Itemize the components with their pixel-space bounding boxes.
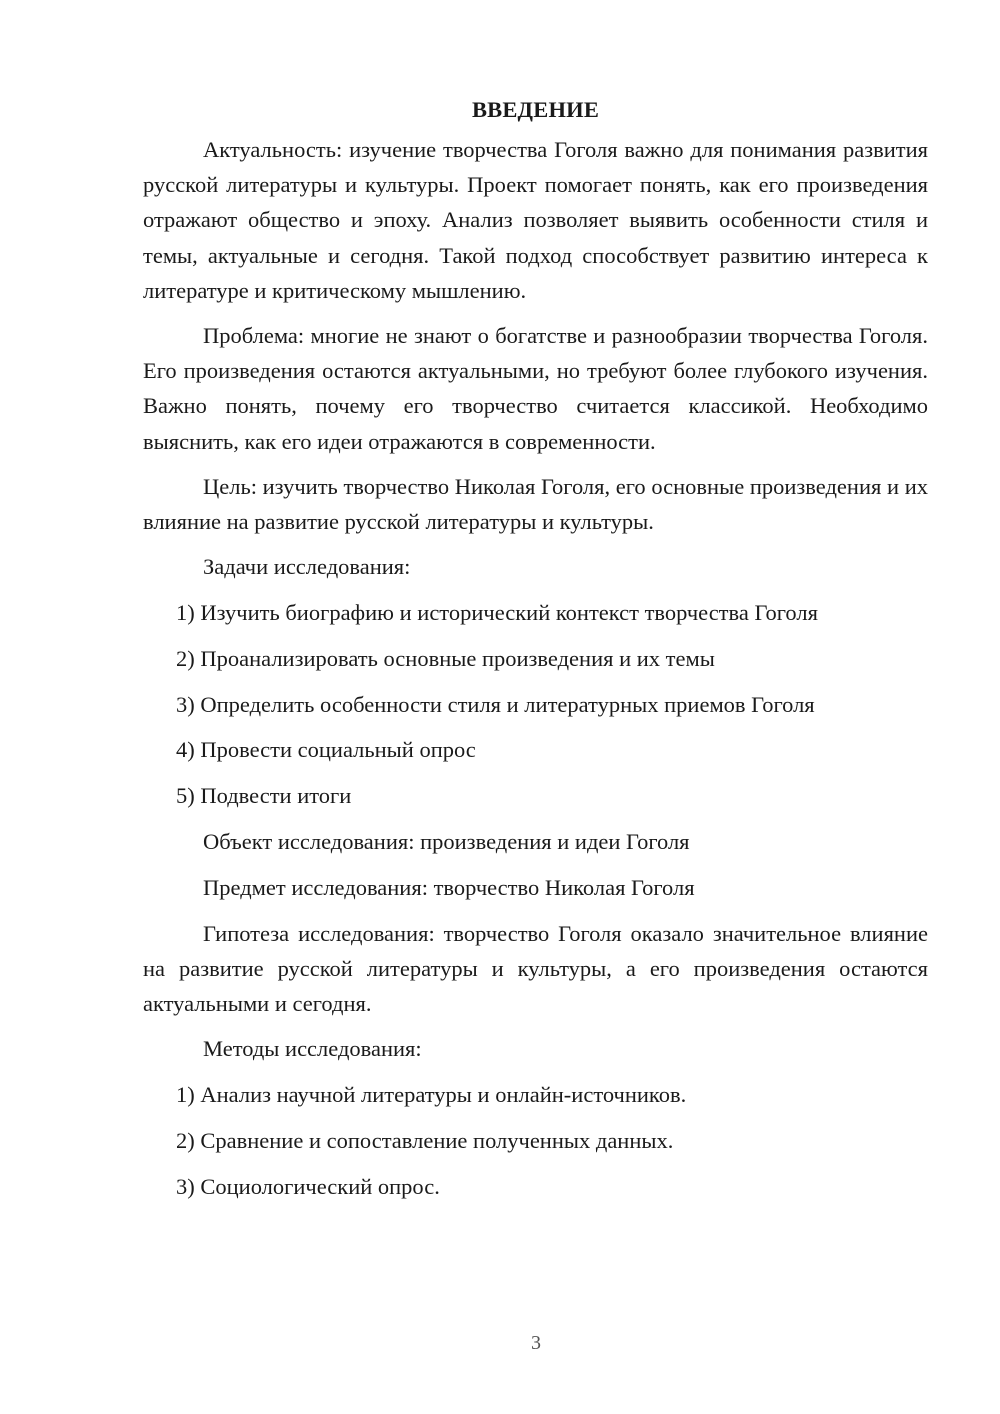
task-item-2: 2) Проанализировать основные произведения и их темы [176,645,715,671]
relevance-paragraph: Актуальность: изучение творчества Гоголя важно для понимания развития русской литературы и культуры. Проект помогает понять, как его произведения отражают общество и эпоху. Анализ позволяет выявить особенности стиля и темы, актуальные и сегодня. Такой подход способствует развитию интереса к литературе и критическому мышлению. [143,137,928,303]
research-subject: Предмет исследования: творчество Николая Гоголя [203,874,695,900]
task-item-4: 4) Провести социальный опрос [176,737,476,763]
problem-paragraph: Проблема: многие не знают о богатстве и разнообразии творчества Гоголя. Его произведения остаются актуальными, но требуют более глубокого изучения. Важно понять, почему его творчество считается классикой. Необходимо выяснить, как его идеи отражаются в современности. [143,323,928,454]
task-item-5: 5) Подвести итоги [176,783,352,809]
method-item-1: 1) Анализ научной литературы и онлайн-источников. [176,1082,687,1108]
methods-list [143,1077,928,1204]
method-item-2: 2) Сравнение и сопоставление полученных данных. [176,1127,674,1153]
methods-heading: Методы исследования: [203,1036,422,1062]
research-object: Объект исследования: произведения и идеи Гоголя [203,829,690,855]
page-number: 3 [531,1332,541,1354]
task-item-1: 1) Изучить биографию и исторический контекст творчества Гоголя [176,600,818,626]
tasks-list [143,595,928,813]
goal-paragraph: Цель: изучить творчество Николая Гоголя, его основные произведения и их влияние на развитие русской литературы и культуры. [143,473,928,535]
document-page [143,92,928,1214]
method-item-3: 3) Социологический опрос. [176,1173,440,1199]
hypothesis-paragraph: Гипотеза исследования: творчество Гоголя оказало значительное влияние на развитие русской литературы и культуры, а его произведения остаются актуальными и сегодня. [143,920,928,1017]
page-title: ВВЕДЕНИЕ [471,97,600,122]
tasks-heading: Задачи исследования: [203,554,411,580]
task-item-3: 3) Определить особенности стиля и литературных приемов Гоголя [176,691,815,717]
